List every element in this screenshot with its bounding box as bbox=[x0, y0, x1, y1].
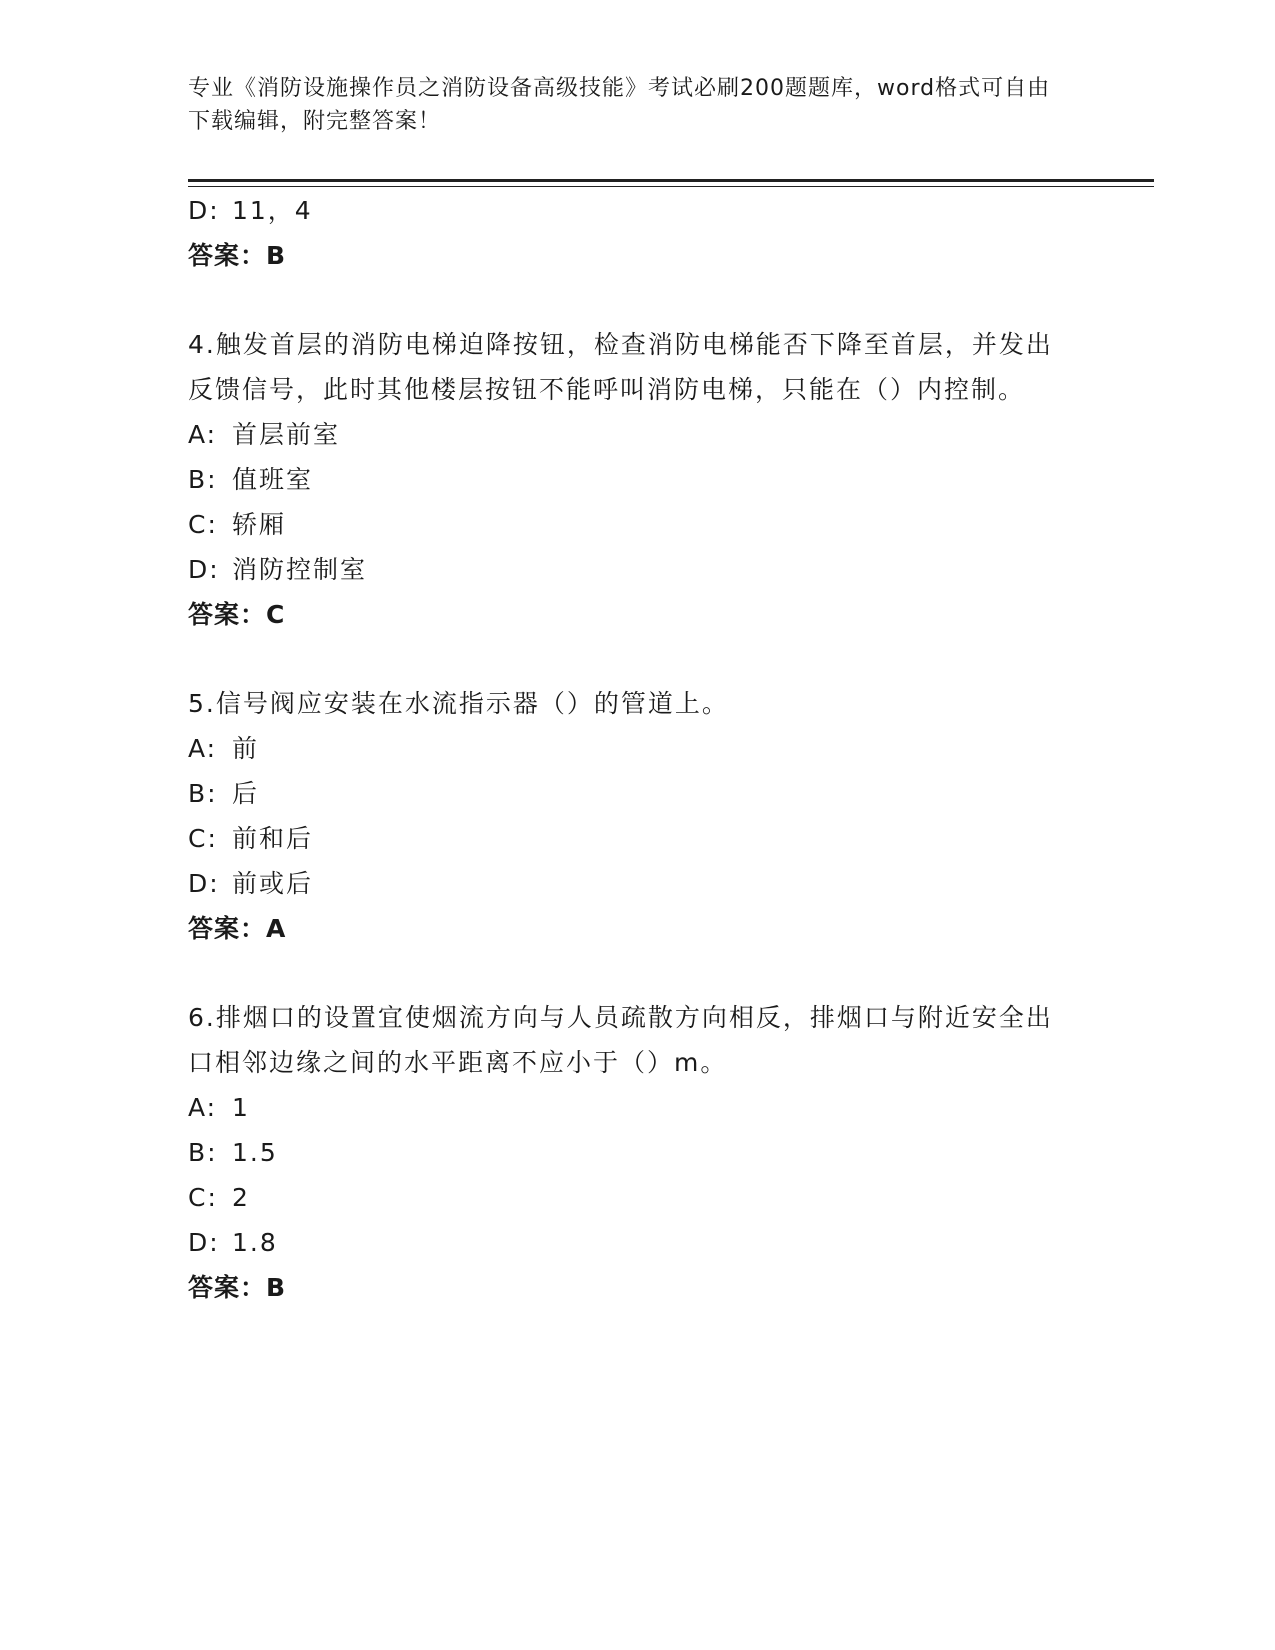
question-5-option-c: C: 前和后 bbox=[188, 824, 314, 853]
question-5-text: 5.信号阀应安装在水流指示器（）的管道上。 bbox=[188, 689, 729, 718]
question-4-answer: 答案：C bbox=[188, 600, 286, 629]
question-6-option-d: D: 1.8 bbox=[188, 1228, 278, 1257]
question-6-option-b: B: 1.5 bbox=[188, 1138, 278, 1167]
question-6-option-a: A: 1 bbox=[188, 1093, 250, 1122]
question-4-text: 4.触发首层的消防电梯迫降按钮，检查消防电梯能否下降至首层，并发出反馈信号，此时其他楼层按钮不能呼叫消防电梯，只能在（）内控制。 bbox=[188, 330, 1053, 404]
question-4-option-b: B: 值班室 bbox=[188, 465, 314, 494]
prev-answer: 答案：B bbox=[188, 241, 287, 270]
question-5-option-a: A: 前 bbox=[188, 734, 260, 763]
question-6-answer: 答案：B bbox=[188, 1273, 287, 1302]
question-6-option-c: C: 2 bbox=[188, 1183, 250, 1212]
question-4-option-a: A: 首层前室 bbox=[188, 420, 341, 449]
prev-option-d: D: 11，4 bbox=[188, 196, 313, 225]
header-rule-thick bbox=[188, 179, 1154, 182]
question-4-option-d: D: 消防控制室 bbox=[188, 555, 368, 584]
document-header: 专业《消防设施操作员之消防设备高级技能》考试必刷200题题库，word格式可自由下载编辑，附完整答案！ bbox=[188, 76, 1051, 134]
document-body bbox=[188, 188, 1068, 1310]
header-rule-thin bbox=[188, 186, 1154, 187]
question-5-option-d: D: 前或后 bbox=[188, 869, 314, 898]
question-6-text: 6.排烟口的设置宜使烟流方向与人员疏散方向相反，排烟口与附近安全出口相邻边缘之间的水平距离不应小于（）m。 bbox=[188, 1003, 1053, 1077]
question-5-answer: 答案：A bbox=[188, 914, 287, 943]
question-4-option-c: C: 轿厢 bbox=[188, 510, 287, 539]
question-5-option-b: B: 后 bbox=[188, 779, 260, 808]
